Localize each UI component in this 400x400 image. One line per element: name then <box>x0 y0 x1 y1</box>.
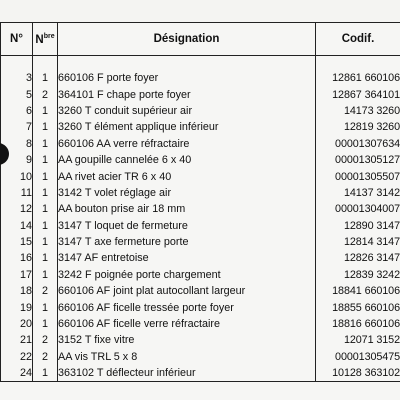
row-designation: 3152 T fixe vitre <box>58 332 316 348</box>
row-codif: 00001307634 <box>316 136 400 152</box>
row-quantity: 2 <box>33 283 58 299</box>
row-codif: 18855 660106 <box>316 299 400 315</box>
row-designation: 3242 F poignée porte chargement <box>58 267 316 283</box>
row-quantity: 1 <box>33 103 58 119</box>
table-row <box>1 136 400 152</box>
table-row <box>1 103 400 119</box>
row-designation: 3147 T axe fermeture porte <box>58 234 316 250</box>
row-codif: 12819 3260 <box>316 119 400 135</box>
row-codif: 00001305507 <box>316 168 400 184</box>
table-row <box>1 218 400 234</box>
row-number: 21 <box>1 332 33 348</box>
row-designation: AA goupille cannelée 6 x 40 <box>58 152 316 168</box>
table-row <box>1 349 400 365</box>
row-quantity: 1 <box>33 316 58 332</box>
row-number: 11 <box>1 185 33 201</box>
row-codif: 12814 3147 <box>316 234 400 250</box>
row-designation: 3147 T loquet de fermeture <box>58 218 316 234</box>
row-number: 12 <box>1 201 33 217</box>
row-codif: 00001305475 <box>316 349 400 365</box>
table-row <box>1 152 400 168</box>
row-codif: 18816 660106 <box>316 316 400 332</box>
table-spacer-row <box>1 56 400 71</box>
row-quantity: 1 <box>33 299 58 315</box>
row-codif: 18841 660106 <box>316 283 400 299</box>
row-quantity: 2 <box>33 86 58 102</box>
row-designation: 660106 AA verre réfractaire <box>58 136 316 152</box>
row-quantity: 2 <box>33 349 58 365</box>
row-codif: 12861 660106 <box>316 70 400 86</box>
table-row <box>1 201 400 217</box>
row-quantity: 1 <box>33 136 58 152</box>
row-number: 9 <box>1 152 33 168</box>
table-row <box>1 185 400 201</box>
spacer-cell <box>1 56 33 71</box>
table-row <box>1 234 400 250</box>
table-row <box>1 299 400 315</box>
row-designation: AA bouton prise air 18 mm <box>58 201 316 217</box>
row-designation: 660106 AF joint plat autocollant largeur <box>58 283 316 299</box>
row-codif: 00001305127 <box>316 152 400 168</box>
header-quantity-main: N <box>35 33 44 46</box>
table-row <box>1 283 400 299</box>
table-row <box>1 250 400 266</box>
table-row <box>1 168 400 184</box>
table-row <box>1 70 400 86</box>
header-designation: Désignation <box>58 23 316 56</box>
spacer-cell <box>58 56 316 71</box>
table-header-row <box>1 23 400 56</box>
row-designation: 660106 AF ficelle verre réfractaire <box>58 316 316 332</box>
row-number: 8 <box>1 136 33 152</box>
row-designation: 363102 T déflecteur inférieur <box>58 365 316 382</box>
row-codif: 12071 3152 <box>316 332 400 348</box>
row-quantity: 1 <box>33 267 58 283</box>
parts-table <box>0 22 400 382</box>
row-quantity: 1 <box>33 119 58 135</box>
row-number: 7 <box>1 119 33 135</box>
row-designation: 364101 F chape porte foyer <box>58 86 316 102</box>
row-quantity: 1 <box>33 168 58 184</box>
row-designation: 660106 F porte foyer <box>58 70 316 86</box>
spacer-cell <box>33 56 58 71</box>
row-quantity: 1 <box>33 70 58 86</box>
header-quantity <box>33 23 58 56</box>
table-row <box>1 365 400 382</box>
table-row <box>1 267 400 283</box>
row-codif: 12890 3147 <box>316 218 400 234</box>
row-codif: 14137 3142 <box>316 185 400 201</box>
row-quantity: 1 <box>33 234 58 250</box>
row-codif: 14173 3260 <box>316 103 400 119</box>
row-designation: 3142 T volet réglage air <box>58 185 316 201</box>
row-quantity: 1 <box>33 185 58 201</box>
row-number: 6 <box>1 103 33 119</box>
row-number: 22 <box>1 349 33 365</box>
row-number: 10 <box>1 168 33 184</box>
row-quantity: 2 <box>33 332 58 348</box>
row-quantity: 1 <box>33 201 58 217</box>
table-row <box>1 316 400 332</box>
table-row <box>1 332 400 348</box>
row-designation: 3147 AF entretoise <box>58 250 316 266</box>
row-number: 17 <box>1 267 33 283</box>
row-codif: 12839 3242 <box>316 267 400 283</box>
row-number: 24 <box>1 365 33 382</box>
row-designation: 3260 T élément applique inférieur <box>58 119 316 135</box>
row-quantity: 1 <box>33 365 58 382</box>
row-number: 15 <box>1 234 33 250</box>
row-codif: 12826 3147 <box>316 250 400 266</box>
row-number: 19 <box>1 299 33 315</box>
table-row <box>1 119 400 135</box>
row-designation: AA rivet acier TR 6 x 40 <box>58 168 316 184</box>
row-codif: 10128 363102 <box>316 365 400 382</box>
table-row <box>1 86 400 102</box>
row-designation: AA vis TRL 5 x 8 <box>58 349 316 365</box>
row-number: 5 <box>1 86 33 102</box>
header-quantity-sup: bre <box>43 32 55 40</box>
header-codif: Codif. <box>316 23 400 56</box>
row-number: 20 <box>1 316 33 332</box>
row-designation: 660106 AF ficelle tressée porte foyer <box>58 299 316 315</box>
row-quantity: 1 <box>33 218 58 234</box>
row-number: 14 <box>1 218 33 234</box>
row-number: 18 <box>1 283 33 299</box>
row-codif: 00001304007 <box>316 201 400 217</box>
row-number: 3 <box>1 70 33 86</box>
row-quantity: 1 <box>33 250 58 266</box>
spacer-cell <box>316 56 400 71</box>
header-number: N° <box>1 23 33 56</box>
row-quantity: 1 <box>33 152 58 168</box>
row-number: 16 <box>1 250 33 266</box>
row-codif: 12867 364101 <box>316 86 400 102</box>
row-designation: 3260 T conduit supérieur air <box>58 103 316 119</box>
